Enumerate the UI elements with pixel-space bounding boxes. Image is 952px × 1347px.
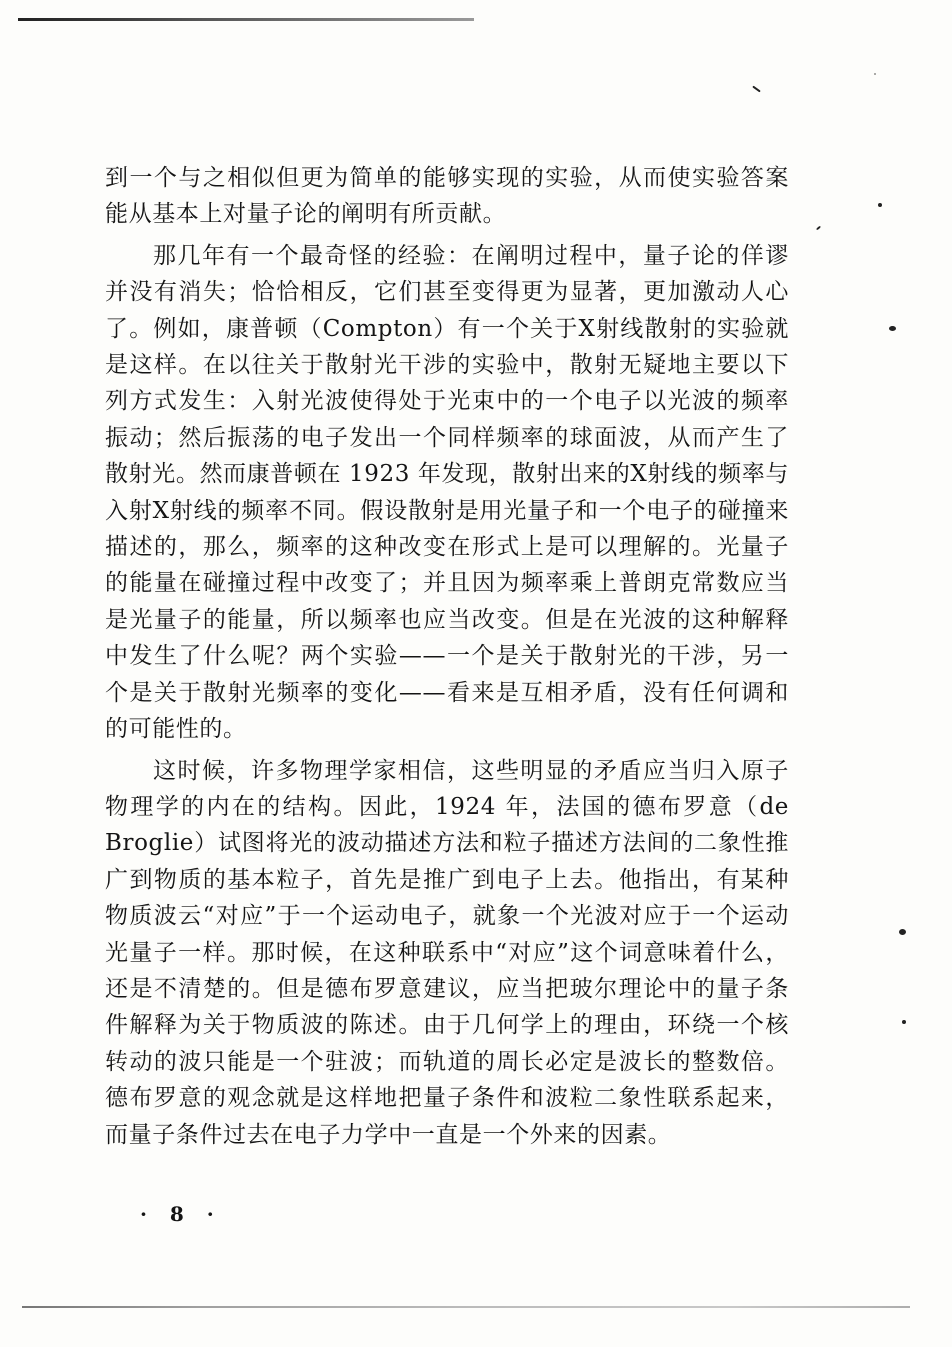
top-rule [18, 18, 474, 21]
body-text [105, 160, 789, 1153]
speck [902, 1020, 906, 1024]
paragraph: 到一个与之相似但更为简单的能够实现的实验，从而使实验答案能从基本上对量子论的阐明有所贡献。 [105, 165, 789, 228]
paragraph: 那几年有一个最奇怪的经验：在阐明过程中，量子论的佯谬并没有消失；恰恰相反，它们甚至变得更为显著，更加激动人心了。例如，康普顿（Compton）有一个关于X射线散射的实验就是这样。在以往关于散射光干涉的实验中，散射无疑地主要以下列方式发生：入射光波使得处于光束中的一个电子以光波的频率振动；然后振荡的电子发出一个同样频率的球面波，从而产生了散射光。然而康普顿在 1923 年发现，散射出来的X射线的频率与入射X射线的频率不同。假设散射是用光量子和一个电子的碰撞来描述的，那么，频率的这种改变在形式上是可以理解的。光量子的能量在碰撞过程中改变了；并且因为频率乘上普朗克常数应当是光量子的能量，所以频率也应当改变。但是在光波的这种解释中发生了什么呢？两个实验——一个是关于散射光的干涉，另一个是关于散射光频率的变化——看来是互相矛盾，没有任何调和的可能性的。 [105, 242, 789, 743]
speck [899, 929, 906, 935]
speck [816, 226, 821, 231]
page-number: · 8 · [140, 1202, 222, 1226]
speck [889, 326, 896, 331]
speck [878, 203, 882, 207]
speck [874, 73, 876, 75]
bottom-rule [22, 1306, 910, 1308]
paragraph: 这时候，许多物理学家相信，这些明显的矛盾应当归入原子物理学的内在的结构。因此，1924 年，法国的德布罗意（de Broglie）试图将光的波动描述方法和粒子描述方法间的二象性推广到物质的基本粒子，首先是推广到电子上去。他指出，有某种物质波云“对应”于一个运动电子，就象一个光波对应于一个运动光量子一样。那时候，在这种联系中“对应”这个词意味着什么，还是不清楚的。但是德布罗意建议，应当把玻尔理论中的量子条件解释为关于物质波的陈述。由于几何学上的理由，环绕一个核转动的波只能是一个驻波；而轨道的周长必定是波长的整数倍。德布罗意的观念就是这样地把量子条件和波粒二象性联系起来，而量子条件过去在电子力学中一直是一个外来的因素。 [105, 757, 789, 1148]
speck [752, 86, 761, 93]
